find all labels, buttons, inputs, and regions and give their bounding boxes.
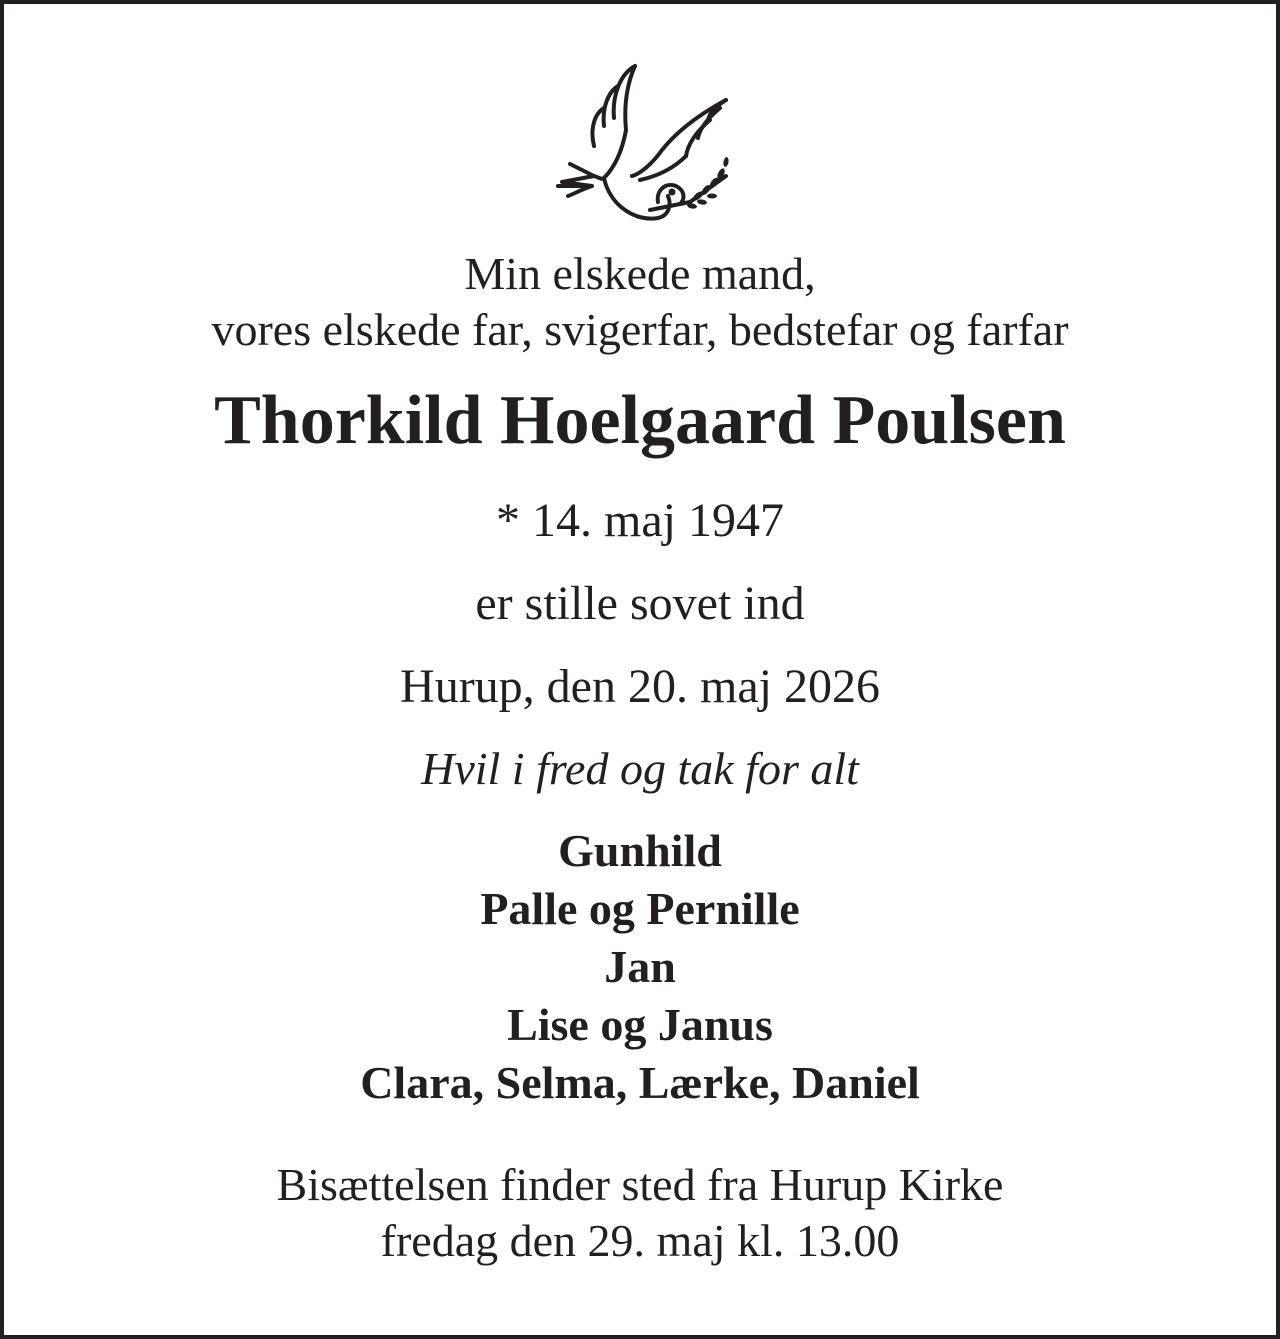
place-and-date: Hurup, den 20. maj 2026 — [400, 660, 880, 713]
deceased-name: Thorkild Hoelgaard Poulsen — [214, 382, 1066, 459]
family-member: Clara, Selma, Lærke, Daniel — [360, 1057, 920, 1108]
birth-date: * 14. maj 1947 — [496, 494, 784, 547]
intro-line-1: Min elskede mand, — [464, 248, 816, 299]
family-member: Lise og Janus — [507, 999, 773, 1050]
funeral-line-2: fredag den 29. maj kl. 13.00 — [380, 1215, 900, 1266]
dove-icon — [540, 56, 740, 232]
family-member: Gunhild — [558, 825, 722, 876]
farewell-text: Hvil i fred og tak for alt — [421, 743, 859, 794]
family-member: Palle og Pernille — [480, 883, 800, 934]
funeral-line-1: Bisættelsen finder sted fra Hurup Kirke — [276, 1159, 1004, 1210]
passing-text: er stille sovet ind — [475, 577, 805, 630]
intro-line-2: vores elskede far, svigerfar, bedstefar og farfar — [211, 304, 1069, 355]
family-member: Jan — [604, 941, 676, 992]
